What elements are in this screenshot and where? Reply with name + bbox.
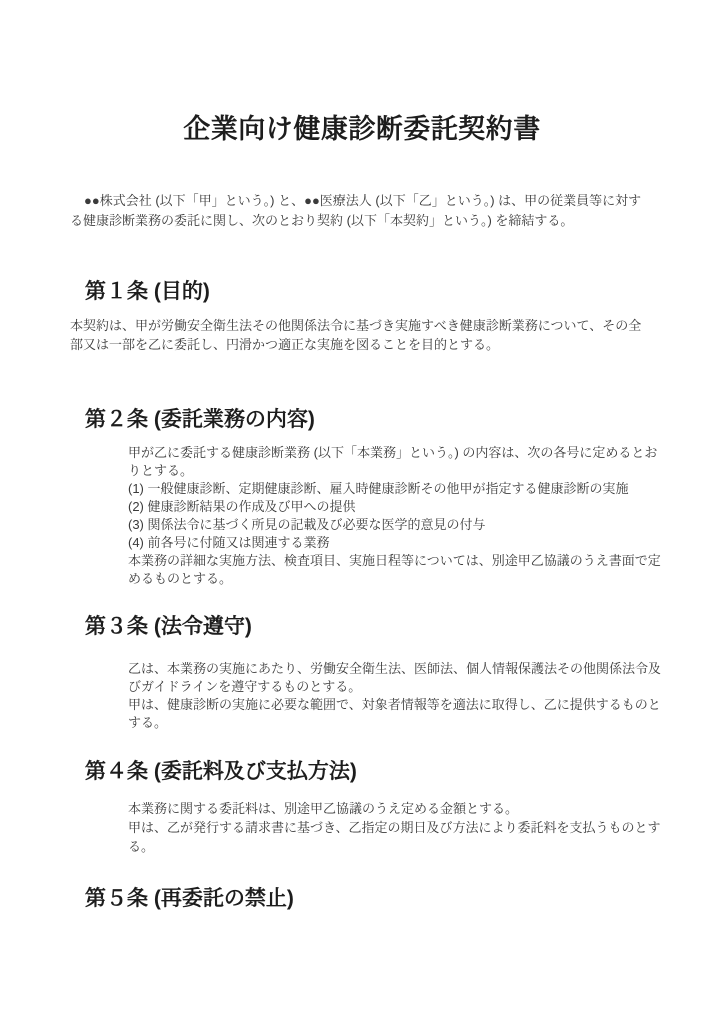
paragraph-line: (1) 一般健康診断、定期健康診断、雇入時健康診断その他甲が指定する健康診断の実施 (128, 481, 629, 496)
article-4-heading: 第４条 (委託料及び支払方法) (85, 760, 357, 783)
paragraph-line: 甲は、健康診断の実施に必要な範囲で、対象者情報等を適法に取得し、乙に提供するものとする。 (128, 697, 661, 730)
intro-paragraph: ●●株式会社 (以下「甲」という。) と、●●医療法人 (以下「乙」という。) は、甲の従業員等に対する健康診断業務の委託に関し、次のとおり契約 (以下「本契約」という。) を締結する。 (70, 193, 642, 228)
paragraph-line: 乙は、本業務の実施にあたり、労働安全衛生法、医師法、個人情報保護法その他関係法令及びガイドラインを遵守するものとする。 (128, 661, 662, 694)
article-5-heading: 第５条 (再委託の禁止) (85, 887, 294, 910)
article-3-body (128, 660, 662, 732)
paragraph-line: 甲は、乙が発行する請求書に基づき、乙指定の期日及び方法により委託料を支払うものとする。 (128, 820, 661, 854)
article-1-heading: 第１条 (目的) (85, 280, 210, 303)
article-3-heading: 第３条 (法令遵守) (85, 615, 252, 638)
document-title: 企業向け健康診断委託契約書 (183, 114, 541, 144)
paragraph-line: 本契約は、甲が労働安全衛生法その他関係法令に基づき実施すべき健康診断業務について、その全部又は一部を乙に委託し、円滑かつ適正な実施を図ることを目的とする。 (70, 318, 642, 352)
article-1-body (70, 316, 648, 354)
paragraph-line: (3) 関係法令に基づく所見の記載及び必要な医学的意見の付与 (128, 517, 486, 532)
paragraph-line: (4) 前各号に付随又は関連する業務 (128, 535, 330, 550)
paragraph-line: 本業務の詳細な実施方法、検査項目、実施日程等については、別途甲乙協議のうえ書面で定めるものとする。 (128, 553, 661, 586)
paragraph-line: (2) 健康診断結果の作成及び甲への提供 (128, 499, 356, 514)
article-4-body (128, 799, 662, 856)
article-2-heading: 第２条 (委託業務の内容) (85, 408, 315, 431)
paragraph-line: 本業務に関する委託料は、別途甲乙協議のうえ定める金額とする。 (128, 801, 519, 816)
article-2-body (128, 444, 662, 588)
paragraph-line: 甲が乙に委託する健康診断業務 (以下「本業務」という。) の内容は、次の各号に定めるとおりとする。 (128, 445, 658, 478)
